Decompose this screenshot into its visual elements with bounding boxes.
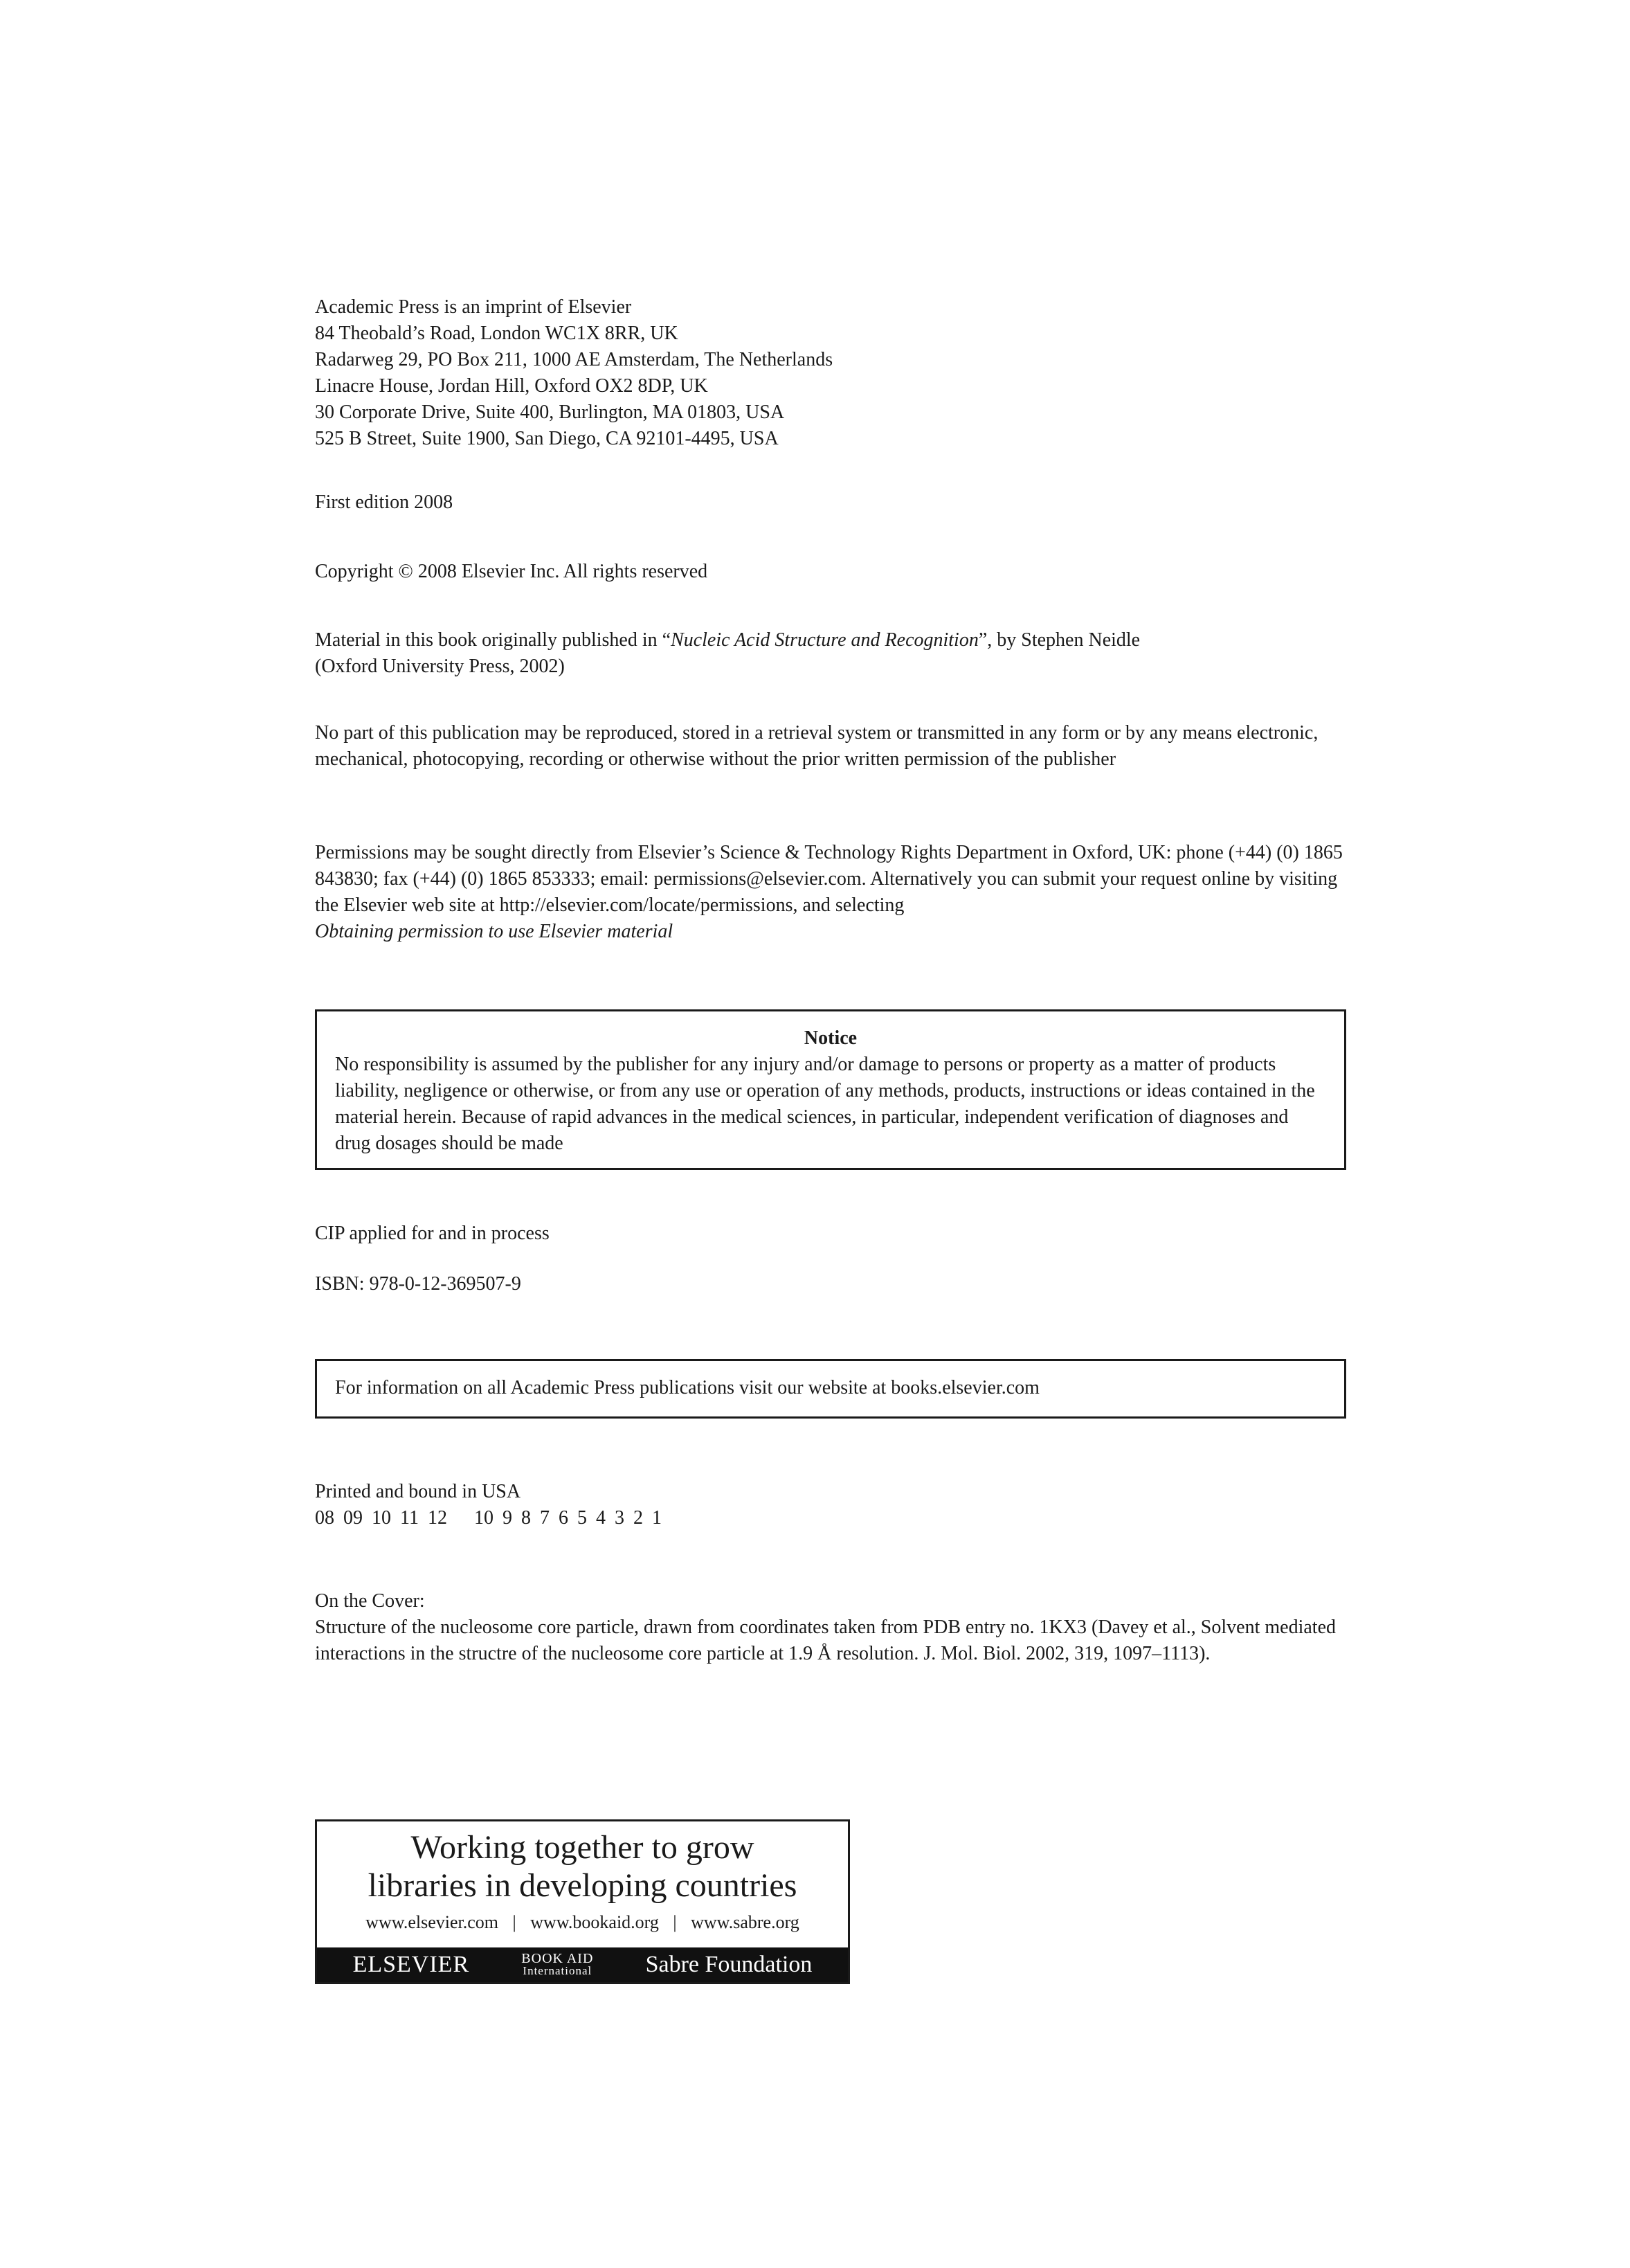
logo-url-separator: |: [673, 1912, 677, 1932]
printed-location: Printed and bound in USA: [315, 1481, 521, 1502]
sabre-logo-text: Sabre Foundation: [645, 1952, 813, 1977]
logo-url-elsevier: www.elsevier.com: [365, 1912, 499, 1932]
library-partnership-logo: [315, 1819, 850, 1984]
origin-line-2: (Oxford University Press, 2002): [315, 656, 565, 677]
isbn-statement: [315, 1271, 1346, 1297]
info-box: [315, 1359, 1346, 1419]
cover-heading: On the Cover:: [315, 1590, 425, 1612]
imprint-line: 525 B Street, Suite 1900, San Diego, CA 92101-4495, USA: [315, 428, 779, 449]
cip-text: CIP applied for and in process: [315, 1223, 550, 1244]
bookaid-logo-top: BOOK AID: [521, 1951, 594, 1966]
origin-prefix: Material in this book originally published in “: [315, 629, 671, 651]
bookaid-logo: [521, 1952, 593, 1977]
imprint-line: Radarweg 29, PO Box 211, 1000 AE Amsterdam, The Netherlands: [315, 349, 833, 370]
notice-box: [315, 1009, 1346, 1170]
logo-tagline-line-1: Working together to grow: [410, 1829, 754, 1866]
imprint-line: Linacre House, Jordan Hill, Oxford OX2 8DP, UK: [315, 375, 708, 397]
rights-statement: [315, 720, 1346, 773]
copyright-text: Copyright © 2008 Elsevier Inc. All rights reserved: [315, 561, 708, 582]
cover-statement: [315, 1588, 1346, 1667]
logo-band: [317, 1947, 848, 1982]
logo-url-bookaid: www.bookaid.org: [530, 1912, 659, 1932]
logo-tagline-line-2: libraries in developing countries: [368, 1867, 797, 1904]
notice-title: Notice: [804, 1027, 858, 1049]
origin-book-title: Nucleic Acid Structure and Recognition: [671, 629, 979, 651]
imprint-line: 84 Theobald’s Road, London WC1X 8RR, UK: [315, 323, 678, 344]
edition-text: First edition 2008: [315, 492, 453, 513]
imprint-line: Academic Press is an imprint of Elsevier: [315, 296, 632, 318]
elsevier-logo-text: ELSEVIER: [352, 1952, 470, 1977]
isbn-text: ISBN: 978-0-12-369507-9: [315, 1273, 521, 1295]
permissions-text: Permissions may be sought directly from Elsevier’s Science & Technology Rights Department in Oxford, UK: phone (+44) (0) 1865 843830; fax (+44) (0) 1865 853333; email: permissions@elsevier.com. Alternatively you can submit your request online by visiting the Elsevier web site at http://elsevier.com/locate/permissions, and selecting: [315, 842, 1343, 916]
logo-tagline: [317, 1828, 848, 1905]
rights-text: No part of this publication may be reproduced, stored in a retrieval system or transmitted in any form or by any means electronic, mechanical, photocopying, recording or otherwise without the prior written permission of the publisher: [315, 722, 1319, 770]
origin-statement: [315, 627, 1346, 680]
bookaid-logo-bottom: International: [523, 1964, 592, 1977]
cover-text: Structure of the nucleosome core particle, drawn from coordinates taken from PDB entry no. 1KX3 (Davey et al., Solvent mediated interactions in the structre of the nucleosome core particle at 1.9 Å resolution. J. Mol. Biol. 2002, 319, 1097–1113).: [315, 1617, 1336, 1664]
edition-statement: [315, 489, 1346, 516]
permissions-link: Obtaining permission to use Elsevier material: [315, 921, 673, 942]
imprint-line: 30 Corporate Drive, Suite 400, Burlington, MA 01803, USA: [315, 402, 785, 423]
cip-statement: [315, 1221, 1346, 1247]
printing-statement: [315, 1479, 1346, 1531]
origin-suffix: ”, by Stephen Neidle: [978, 629, 1141, 651]
logo-url-sabre: www.sabre.org: [691, 1912, 799, 1932]
permissions-statement: [315, 840, 1346, 945]
logo-url-separator: |: [512, 1912, 516, 1932]
notice-body: No responsibility is assumed by the publisher for any injury and/or damage to persons or property as a matter of products liability, negligence or otherwise, or from any use or operation of any methods, products, instructions or ideas contained in the material herein. Because of rapid advances in the medical sciences, in particular, independent verification of diagnoses and drug dosages should be made: [335, 1054, 1315, 1154]
print-number-line: 08 09 10 11 12 10 9 8 7 6 5 4 3 2 1: [315, 1507, 662, 1529]
imprint-addresses: [315, 294, 1346, 452]
info-box-text: For information on all Academic Press publications visit our website at books.elsevier.com: [335, 1377, 1040, 1398]
copyright-statement: [315, 559, 1346, 585]
logo-urls: [317, 1911, 848, 1934]
origin-line-1: [315, 627, 1346, 654]
